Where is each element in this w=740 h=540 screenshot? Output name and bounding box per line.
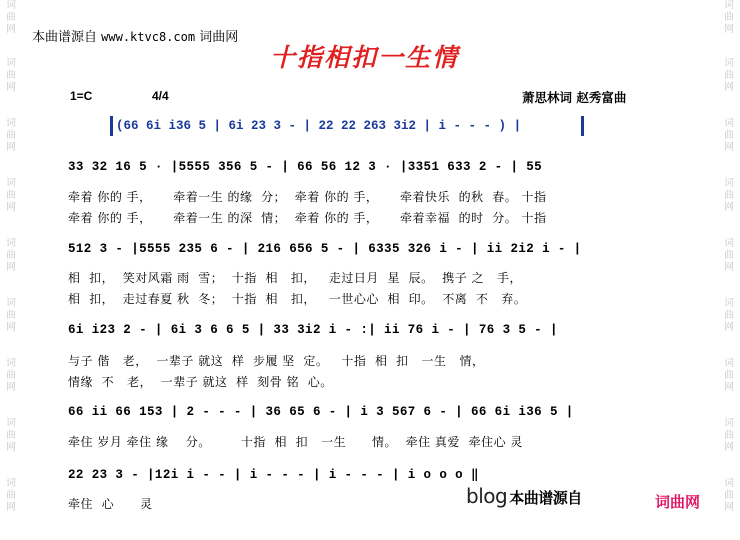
intro-left-bar [110,116,113,136]
watermark-stack: 词 曲 网 [6,118,16,153]
watermark-stack: 词 曲 网 [6,358,16,393]
watermark-stack: 词 曲 网 [724,178,734,213]
watermark-stack: 词 曲 网 [724,358,734,393]
watermark-stack: 词 曲 网 [6,478,16,513]
watermark-stack: 词 曲 网 [6,58,16,93]
footer-blog-text: blog [466,484,508,508]
watermark-stack: 词 曲 网 [724,418,734,453]
watermark-stack: 词 曲 网 [6,238,16,273]
notation-line-2: 512 3 - |5555 235 6 - | 216 656 5 - | 6335 326 i - | ii 2i2 i - | [68,242,582,256]
notation-line-5: 22 23 3 - |12i i - - | i - - - | i - - - | i o o o ‖ [68,468,479,482]
key-signature: 1=C [70,89,93,103]
song-credits: 萧思林词 赵秀富曲 [522,90,627,105]
header-brand: 本曲谱源自 [32,30,98,45]
watermark-stack: 词 曲 网 [724,0,734,35]
time-signature: 4/4 [152,89,169,103]
watermark-stack: 词 曲 网 [724,238,734,273]
lyric-line-1a: 牵着 你的 手， 牵着一生 的缘 分； 牵着 你的 手， 牵着快乐 的秋 春。 十指 [68,190,547,204]
footer-site-logo[interactable]: 词曲网 [655,493,701,511]
intro-notation: (66 6i i36 5 | 6i 23 3 - | 22 22 263 3i2 | i - - - ) | [116,119,522,133]
lyric-line-3b: 情缘 不 老， 一辈子 就这 样 刻骨 铭 心。 [68,375,333,389]
watermark-stack: 词 曲 网 [6,0,16,35]
watermark-stack: 词 曲 网 [724,478,734,513]
lyric-line-1b: 牵着 你的 手， 牵着一生 的深 情； 牵着 你的 手， 牵着幸福 的时 分。 十指 [68,211,547,225]
header-section: 词曲网 [199,30,239,45]
footer-blog-logo[interactable] [466,484,582,508]
footer-brand-text: 本曲谱源自 [509,489,582,507]
notation-line-4: 66 ii 66 153 | 2 - - - | 36 65 6 - | i 3 567 6 - | 66 6i i36 5 | [68,405,574,419]
watermark-stack: 词 曲 网 [724,58,734,93]
watermark-stack: 词 曲 网 [6,178,16,213]
watermark-stack: 词 曲 网 [724,298,734,333]
notation-line-1: 33 32 16 5 · |5555 356 5 - | 66 56 12 3 · |3351 633 2 - | 55 [68,160,543,174]
right-watermark-column [718,0,740,540]
song-title: 十指相扣一生情 [270,43,460,72]
watermark-stack: 词 曲 网 [6,298,16,333]
notation-line-3: 6i i23 2 - | 6i 3 6 6 5 | 33 3i2 i - :| ii 76 i - | 76 3 5 - | [68,323,558,337]
watermark-stack: 词 曲 网 [6,418,16,453]
lyric-line-2a: 相 扣， 笑对风霜 雨 雪； 十指 相 扣， 走过日月 星 辰。 携子 之 手， [68,271,522,285]
lyric-line-3a: 与子 偕 老， 一辈子 就这 样 步履 坚 定。 十指 相 扣 一生 情， [68,354,485,368]
intro-right-bar [581,116,584,136]
lyric-line-5a: 牵住 心 灵 [68,497,153,511]
site-header [32,26,238,45]
lyric-line-2b: 相 扣， 走过春夏 秋 冬； 十指 相 扣， 一世心心 相 印。 不离 不 弃。 [68,292,527,306]
lyric-line-4a: 牵住 岁月 牵住 缘 分。 十指 相 扣 一生 情。 牵住 真爱 牵住心 灵 [68,435,523,449]
watermark-stack: 词 曲 网 [724,118,734,153]
header-url[interactable]: www.ktvc8.com [101,30,196,44]
left-watermark-column [0,0,22,540]
